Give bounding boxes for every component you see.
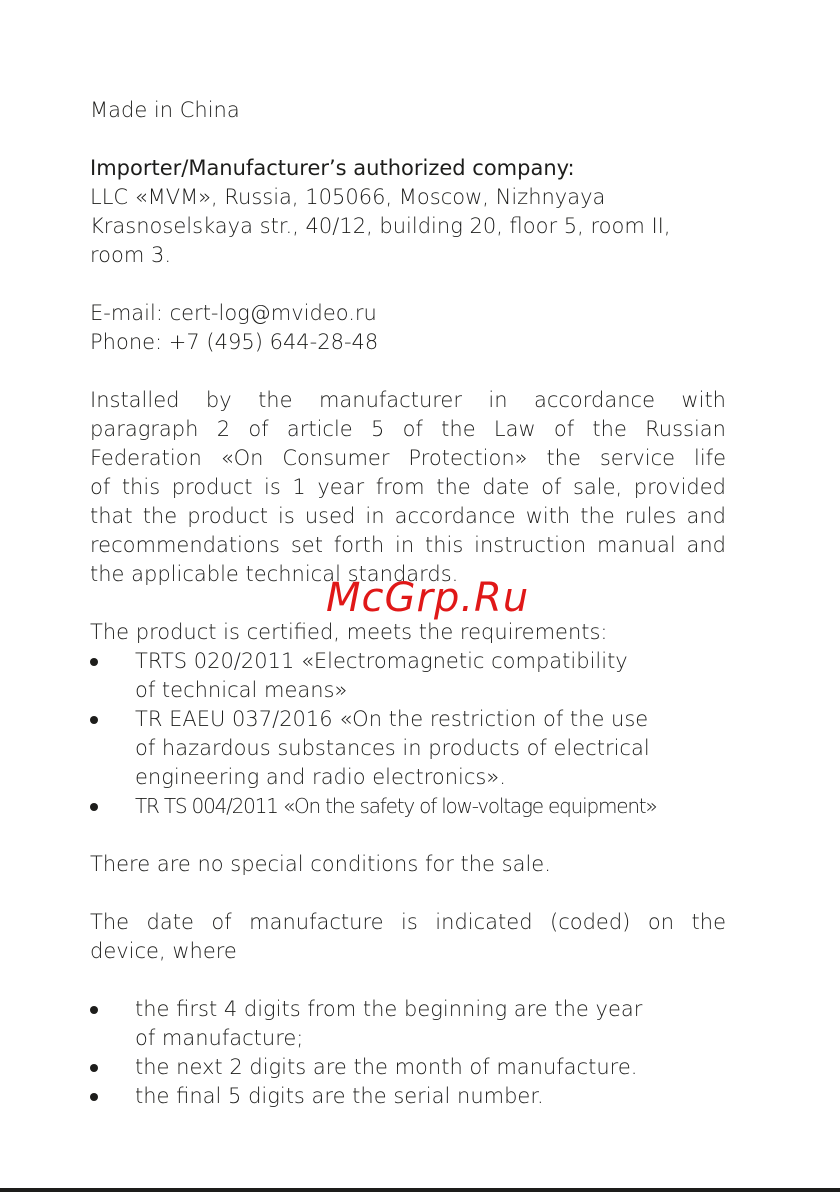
made-in-text: Made in China [90,98,240,122]
list-item-text: of technical means» [135,678,348,702]
manufacture-date-line: The date of manufacture is indicated (coded) on the [90,910,726,934]
document-page [90,0,726,1111]
list-item [90,647,726,705]
list-item-text: the final 5 digits are the serial number. [135,1084,544,1108]
bullet-icon [90,1093,98,1101]
list-item [90,995,726,1053]
sale-conditions-text: There are no special conditions for the sale. [90,852,551,876]
certification-intro: The product is certified, meets the requirements: [90,620,608,644]
service-life-line: paragraph 2 of article 5 of the Law of the Russian [90,417,726,441]
list-item-text: of manufacture; [135,1026,304,1050]
importer-heading: Importer/Manufacturer’s authorized company: [90,156,575,180]
service-life-line: Federation «On Consumer Protection» the service life [90,446,726,470]
importer-address-line: Krasnoselskaya str., 40/12, building 20, floor 5, room II, [90,214,671,238]
list-item-text: TR EAEU 037/2016 «On the restriction of the use [135,707,649,731]
bullet-icon [90,658,98,666]
manufacture-date-line: device, where [90,939,237,963]
email-text: E-mail: cert-log@mvideo.ru [90,301,377,325]
service-life-line: the applicable technical standards. [90,562,459,586]
list-item-text: TR TS 004/2011 «On the safety of low-voltage equipment» [135,794,657,818]
list-item [90,792,726,821]
list-item-text: the next 2 digits are the month of manufacture. [135,1055,638,1079]
service-life-line: Installed by the manufacturer in accordance with [90,388,726,412]
list-item-text: the first 4 digits from the beginning are the year [135,997,643,1021]
service-life-line: of this product is 1 year from the date of sale, provided [90,475,726,499]
bullet-icon [90,803,98,811]
list-item-text: of hazardous substances in products of electrical [135,736,650,760]
list-item-text: engineering and radio electronics». [135,765,506,789]
importer-address-line: LLC «MVM», Russia, 105066, Moscow, Nizhnyaya [90,185,606,209]
importer-address-line: room 3. [90,243,172,267]
bullet-icon [90,1064,98,1072]
list-item [90,1053,726,1082]
watermark-logo: McGrp.Ru [326,575,530,621]
phone-text: Phone: +7 (495) 644-28-48 [90,330,379,354]
list-item [90,705,726,792]
service-life-line: recommendations set forth in this instruction manual and [90,533,726,557]
bullet-icon [90,1006,98,1014]
list-item-text: TRTS 020/2011 «Electromagnetic compatibility [135,649,628,673]
service-life-line: that the product is used in accordance with the rules and [90,504,726,528]
bullet-icon [90,716,98,724]
list-item [90,1082,726,1111]
bottom-divider [0,1188,840,1192]
